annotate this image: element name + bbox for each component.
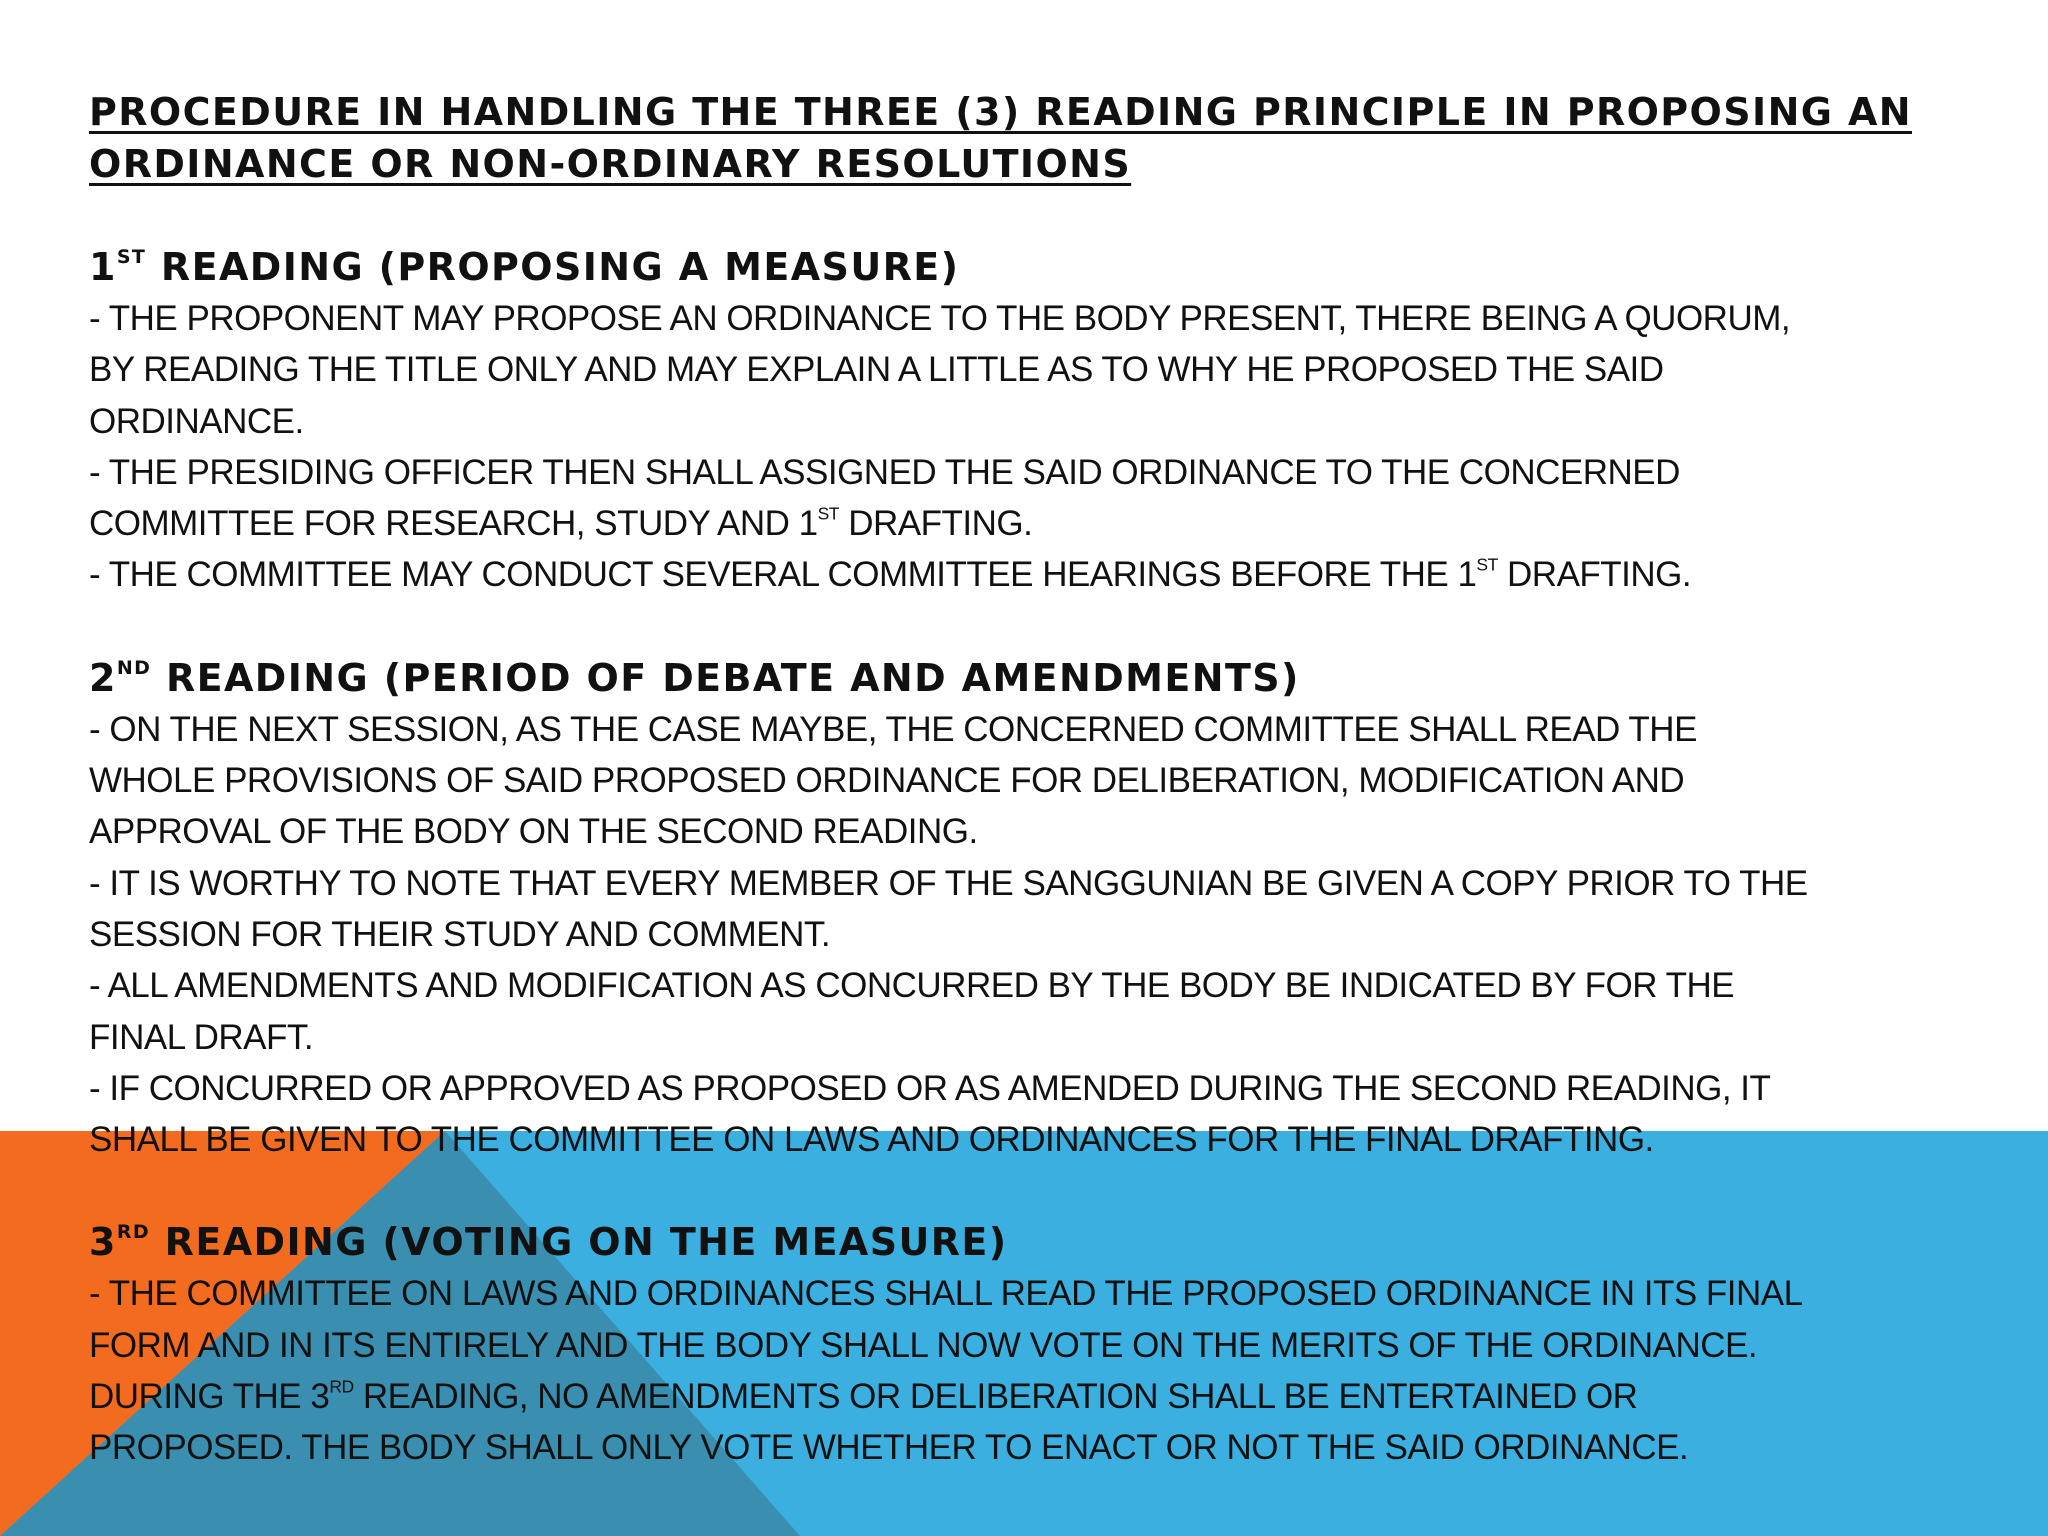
text-line: - IF CONCURRED OR APPROVED AS PROPOSED OR AS AMENDED DURING THE SECOND READING, IT [89,1068,1771,1108]
reading-1-item-3 [89,549,1989,600]
text-line: FORM AND IN ITS ENTIRELY AND THE BODY SHALL NOW VOTE ON THE MERITS OF THE ORDINANCE. [89,1325,1758,1365]
text-line: - ON THE NEXT SESSION, AS THE CASE MAYBE, THE CONCERNED COMMITTEE SHALL READ THE [89,709,1697,749]
slide-content [89,86,1989,1525]
reading-3-section [89,1216,1989,1473]
heading-text: READING (PROPOSING A MEASURE) [146,245,960,289]
heading-ordinal: ST [116,245,147,268]
text-span: DRAFTING. [1497,555,1692,595]
text-line: PROPOSED. THE BODY SHALL ONLY VOTE WHETHER TO ENACT OR NOT THE SAID ORDINANCE. [89,1428,1689,1468]
ordinal-sup: ST [1476,554,1498,575]
text-line: - IT IS WORTHY TO NOTE THAT EVERY MEMBER OF THE SANGGUNIAN BE GIVEN A COPY PRIOR TO THE [89,863,1808,903]
text-span: - THE COMMITTEE MAY CONDUCT SEVERAL COMMITTEE HEARINGS BEFORE THE 1 [89,555,1477,595]
reading-2-item-1 [89,704,1989,858]
reading-1-heading [89,241,1989,293]
text-span: DRAFTING. [838,504,1033,544]
ordinal-sup: ST [817,503,839,524]
text-line: FINAL DRAFT. [89,1017,314,1057]
text-line: SHALL BE GIVEN TO THE COMMITTEE ON LAWS AND ORDINANCES FOR THE FINAL DRAFTING. [89,1120,1654,1160]
text-line: - THE PROPONENT MAY PROPOSE AN ORDINANCE TO THE BODY PRESENT, THERE BEING A QUORUM, [89,299,1791,338]
text-line: - ALL AMENDMENTS AND MODIFICATION AS CONCURRED BY THE BODY BE INDICATED BY FOR THE [89,966,1735,1006]
heading-ordinal: ND [116,656,152,679]
text-line [89,549,1989,600]
heading-number: 3 [89,1220,117,1265]
text-line: APPROVAL OF THE BODY ON THE SECOND READING. [89,812,978,852]
title-line-1: PROCEDURE IN HANDLING THE THREE (3) READING PRINCIPLE IN PROPOSING AN [89,90,1913,134]
text-span: DURING THE 3 [89,1377,330,1417]
title-line-2: ORDINANCE OR NON-ORDINARY RESOLUTIONS [89,142,1132,186]
text-line: BY READING THE TITLE ONLY AND MAY EXPLAIN A LITTLE AS TO WHY HE PROPOSED THE SAID [89,350,1664,390]
heading-ordinal: RD [116,1221,151,1244]
reading-3-heading [89,1216,1989,1268]
text-line: SESSION FOR THEIR STUDY AND COMMENT. [89,914,831,954]
heading-text: READING (PERIOD OF DEBATE AND AMENDMENTS) [151,655,1300,700]
text-line [89,498,1989,549]
text-line: WHOLE PROVISIONS OF SAID PROPOSED ORDINANCE FOR DELIBERATION, MODIFICATION AND [89,761,1685,801]
reading-2-item-3 [89,960,1989,1063]
text-line: - THE PRESIDING OFFICER THEN SHALL ASSIGNED THE SAID ORDINANCE TO THE CONCERNED [89,452,1680,492]
text-span: READING, NO AMENDMENTS OR DELIBERATION SHALL BE ENTERTAINED OR [353,1377,1638,1417]
reading-1-section [89,241,1989,601]
text-span: COMMITTEE FOR RESEARCH, STUDY AND 1 [89,504,818,544]
reading-1-item-1 [89,293,1989,447]
reading-1-item-2 [89,447,1989,550]
reading-2-item-4 [89,1063,1989,1166]
reading-2-heading [89,652,1989,704]
heading-number: 2 [89,655,117,700]
text-line: ORDINANCE. [89,401,304,441]
heading-text: READING (VOTING ON THE MEASURE) [150,1220,1008,1265]
reading-2-item-2 [89,858,1989,961]
heading-number: 1 [89,245,117,289]
reading-3-item-1 [89,1268,1989,1473]
text-line: - THE COMMITTEE ON LAWS AND ORDINANCES SHALL READ THE PROPOSED ORDINANCE IN ITS FINAL [89,1274,1803,1314]
ordinal-sup: RD [329,1376,354,1397]
text-line [89,1371,1989,1422]
slide-title [89,86,1989,190]
reading-2-section [89,652,1989,1166]
